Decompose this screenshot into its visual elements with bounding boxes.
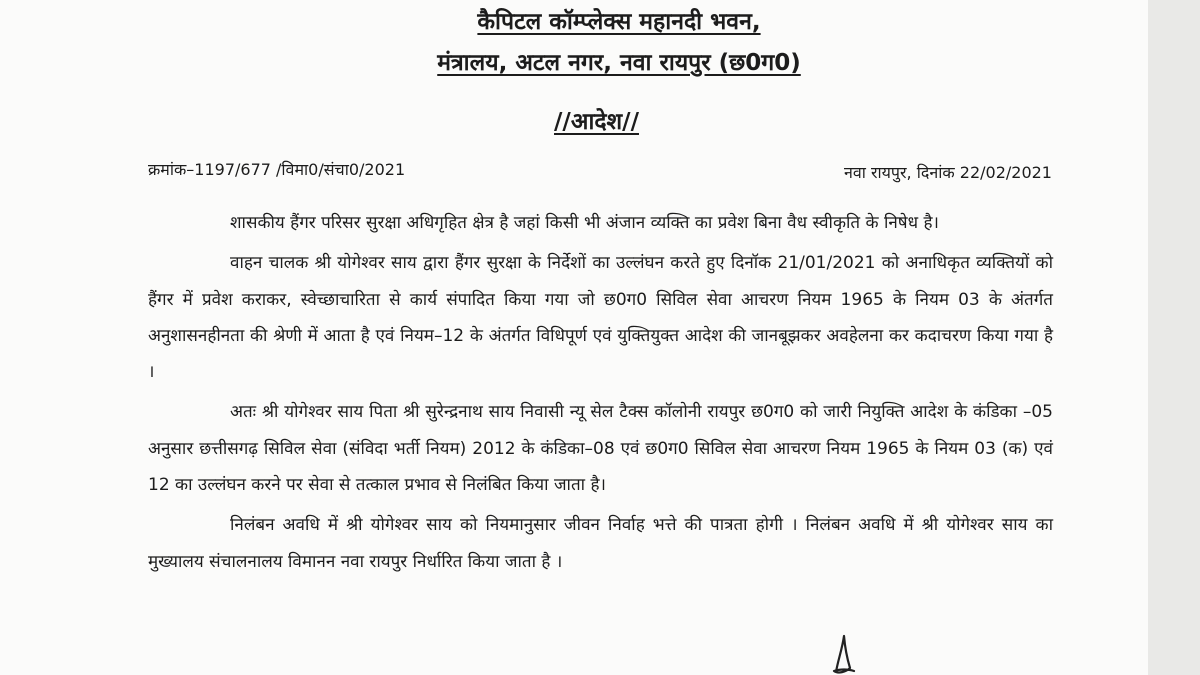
signature-mark xyxy=(820,628,870,675)
office-address-line-1: कैपिटल कॉम्प्लेक्स महानदी भवन, xyxy=(477,9,761,35)
paragraph-allowance-headquarters: निलंबन अवधि में श्री योगेश्वर साय को नियमानुसार जीवन निर्वाह भत्ते की पात्रता होगी । निलंबन अवधि में श्री योगेश्वर साय का मुख्यालय संचालनालय विमानन नवा रायपुर निर्धारित किया जाता है । xyxy=(148,515,1053,572)
office-address-line-2: मंत्रालय, अटल नगर, नवा रायपुर (छ0ग0) xyxy=(437,50,801,76)
paragraph-suspension: अतः श्री योगेश्वर साय पिता श्री सुरेन्द्रनाथ साय निवासी न्यू सेल टैक्स कॉलोनी रायपुर छ0ग0 को जारी नियुक्ति आदेश के कंडिका –05 अनुसार छत्तीसगढ़ सिविल सेवा (संविदा भर्ती नियम) 2012 के कंडिका–08 एवं छ0ग0 सिविल सेवा आचरण नियम 1965 के नियम 03 (क) एवं 12 का उल्लंघन करने पर सेवा से तत्काल प्रभाव से निलंबित किया जाता है। xyxy=(148,402,1053,496)
page-margin-strip xyxy=(1148,0,1200,675)
order-body xyxy=(148,205,1053,584)
place-date: नवा रायपुर, दिनांक 22/02/2021 xyxy=(843,163,1052,182)
order-title: //आदेश// xyxy=(554,109,639,135)
paragraph-violation: वाहन चालक श्री योगेश्वर साय द्वारा हैंगर सुरक्षा के निर्देशों का उल्लंघन करते हुए दिनॉक 21/01/2021 को अनाधिकृत व्यक्तियों को हैंगर में प्रवेश कराकर, स्वेच्छाचारिता से कार्य संपादित किया गया जो छ0ग0 सिविल सेवा आचरण नियम 1965 के नियम 03 के अंतर्गत अनुशासनहीनता की श्रेणी में आता है एवं नियम–12 के अंतर्गत विधिपूर्ण एवं युक्तियुक्त आदेश की जानबूझकर अवहेलना कर कदाचरण किया गया है । xyxy=(148,253,1053,383)
paragraph-security-zone: शासकीय हैंगर परिसर सुरक्षा अधिगृहित क्षेत्र है जहां किसी भी अंजान व्यक्ति का प्रवेश बिना वैध स्वीकृति के निषेध है। xyxy=(230,213,939,233)
reference-number: क्रमांक–1197/677 /विमा0/संचा0/2021 xyxy=(148,160,406,179)
